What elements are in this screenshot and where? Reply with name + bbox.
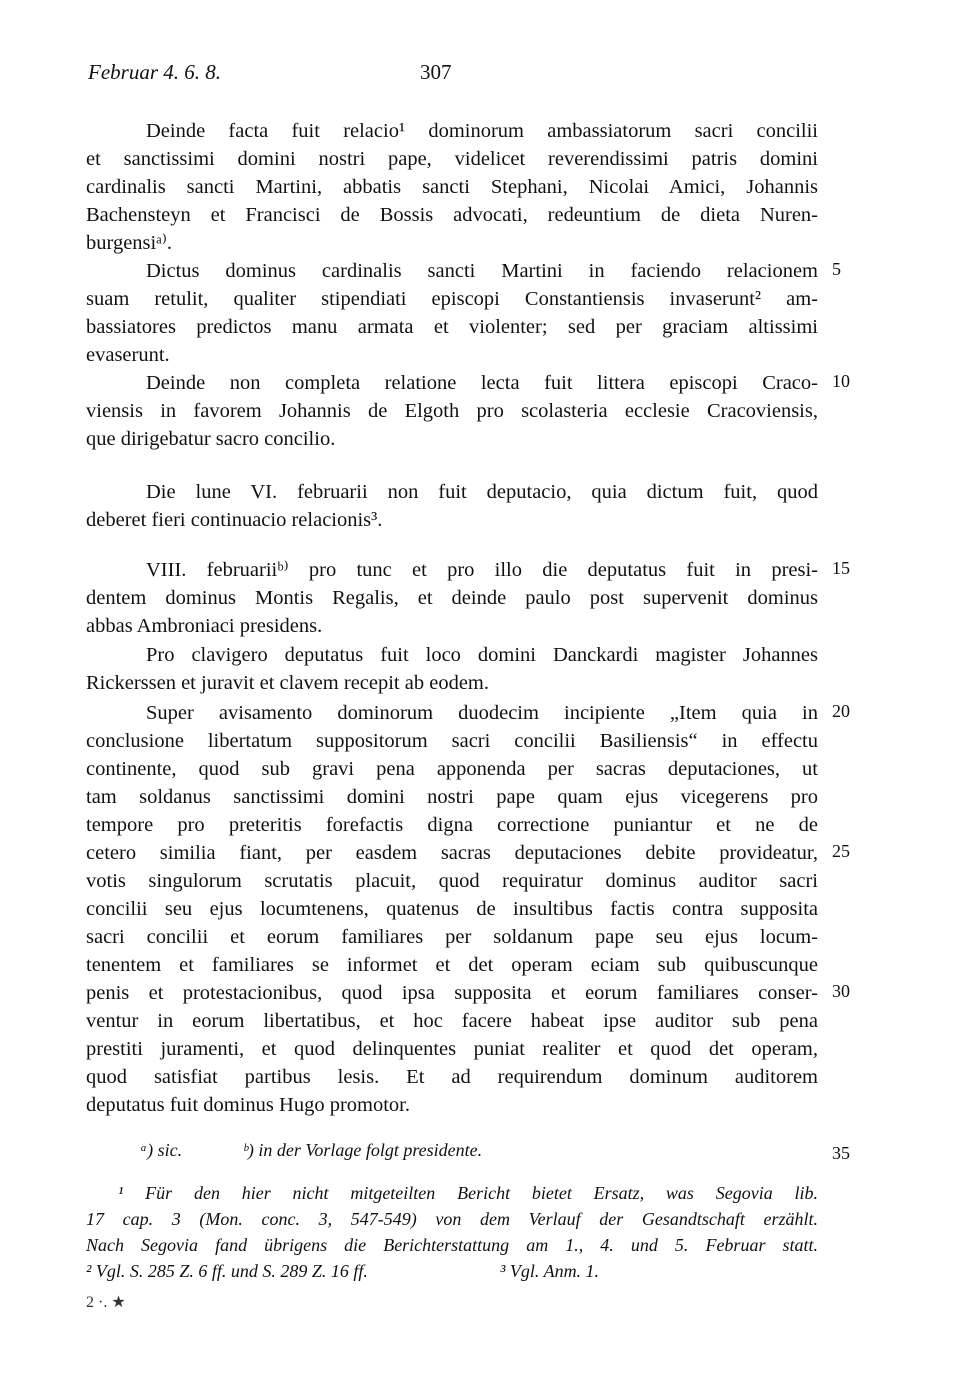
text-line: tam soldanus sanctissimi domini nostri pape quam ejus vicegerens pro bbox=[86, 786, 818, 808]
footnote-line: ¹ Für den hier nicht mitgeteilten Bericht bietet Ersatz, was Segovia lib. bbox=[118, 1183, 818, 1203]
line-number: 15 bbox=[832, 558, 850, 578]
text-line: concilii seu ejus locumtenens, quatenus de insultibus factis contra supposita bbox=[86, 898, 818, 920]
text-line: Rickerssen et juravit et clavem recepit ab eodem. bbox=[86, 672, 489, 694]
line-number: 30 bbox=[832, 981, 850, 1001]
line-number: 5 bbox=[832, 259, 841, 279]
text-line: votis singulorum scrutatis placuit, quod requiratur dominus auditor sacri bbox=[86, 870, 818, 892]
text-line: continente, quod sub gravi pena apponenda per sacras deputaciones, ut bbox=[86, 758, 818, 780]
text-line: abbas Ambroniaci presidens. bbox=[86, 615, 323, 637]
text-line: deputatus fuit dominus Hugo promotor. bbox=[86, 1094, 410, 1116]
text-line: deberet fieri continuacio relacionis³. bbox=[86, 509, 383, 531]
text-line: tenentem et familiares se informet et det operam eciam sub quibuscunque bbox=[86, 954, 818, 976]
running-header: Februar 4. 6. 8. bbox=[88, 60, 221, 84]
text-line: sacri concilii et eorum familiares per soldanum pape seu ejus locum- bbox=[86, 926, 818, 948]
text-line: bassiatores predictos manu armata et violenter; sed per graciam altissimi bbox=[86, 316, 818, 338]
text-line: burgensiᵃ⁾. bbox=[86, 232, 172, 254]
text-line: Die lune VI. februarii non fuit deputacio, quia dictum fuit, quod bbox=[146, 481, 818, 503]
footnote-line: Nach Segovia fand übrigens die Berichterstattung am 1., 4. und 5. Februar statt. bbox=[86, 1235, 818, 1255]
line-number: 25 bbox=[832, 841, 850, 861]
text-line: evaserunt. bbox=[86, 344, 170, 366]
line-number: 20 bbox=[832, 701, 850, 721]
text-line: quod satisfiat partibus lesis. Et ad requirendum dominum auditorem bbox=[86, 1066, 818, 1088]
text-line: suam retulit, qualiter stipendiati episcopi Constantiensis invaserunt² am- bbox=[86, 288, 818, 310]
footnote-line: 17 cap. 3 (Mon. conc. 3, 547-549) von dem Verlauf der Gesandtschaft erzählt. bbox=[86, 1209, 818, 1229]
text-line: Bachensteyn et Francisci de Bossis advocati, redeuntium de dieta Nuren- bbox=[86, 204, 818, 226]
signature-mark: 2 ·. ★ bbox=[86, 1294, 126, 1311]
text-line: conclusione libertatum suppositorum sacri concilii Basiliensis“ in effectu bbox=[86, 730, 818, 752]
text-line: viensis in favorem Johannis de Elgoth pro scolasteria ecclesie Cracoviensis, bbox=[86, 400, 818, 422]
text-line: penis et protestacionibus, quod ipsa supposita et eorum familiares conser- bbox=[86, 982, 818, 1004]
text-line: Pro clavigero deputatus fuit loco domini Danckardi magister Johannes bbox=[146, 644, 818, 666]
textual-note-a: ᵃ) sic. bbox=[140, 1140, 183, 1160]
text-line: Dictus dominus cardinalis sancti Martini in faciendo relacionem bbox=[146, 260, 818, 282]
text-line: dentem dominus Montis Regalis, et deinde paulo post supervenit dominus bbox=[86, 587, 818, 609]
line-number: 35 bbox=[832, 1143, 850, 1163]
textual-note-b: ᵇ) in der Vorlage folgt presidente. bbox=[243, 1140, 483, 1160]
footnote-line: ² Vgl. S. 285 Z. 6 ff. und S. 289 Z. 16 ff. bbox=[86, 1261, 368, 1281]
footnote-line: ³ Vgl. Anm. 1. bbox=[500, 1261, 600, 1281]
text-line: Deinde facta fuit relacio¹ dominorum ambassiatorum sacri concilii bbox=[146, 120, 818, 142]
text-line: ventur in eorum libertatibus, et hoc facere habeat ipse auditor sub pena bbox=[86, 1010, 818, 1032]
line-number: 10 bbox=[832, 371, 850, 391]
text-line: tempore pro preteritis forefactis digna correctione puniantur et ne de bbox=[86, 814, 818, 836]
text-line: cardinalis sancti Martini, abbatis sancti Stephani, Nicolai Amici, Johannis bbox=[86, 176, 818, 198]
text-line: Super avisamento dominorum duodecim incipiente „Item quia in bbox=[146, 702, 818, 724]
text-line: Deinde non completa relatione lecta fuit littera episcopi Craco- bbox=[146, 372, 818, 394]
text-line: prestiti juramenti, et quod delinquentes puniat realiter et quod det operam, bbox=[86, 1038, 818, 1060]
text-line: et sanctissimi domini nostri pape, videlicet reverendissimi patris domini bbox=[86, 148, 818, 170]
page-number: 307 bbox=[420, 60, 452, 84]
text-line: VIII. februariiᵇ⁾ pro tunc et pro illo die deputatus fuit in presi- bbox=[146, 559, 818, 581]
text-line: cetero similia fiant, per easdem sacras deputaciones debite provideatur, bbox=[86, 842, 818, 864]
text-line: que dirigebatur sacro concilio. bbox=[86, 428, 336, 450]
